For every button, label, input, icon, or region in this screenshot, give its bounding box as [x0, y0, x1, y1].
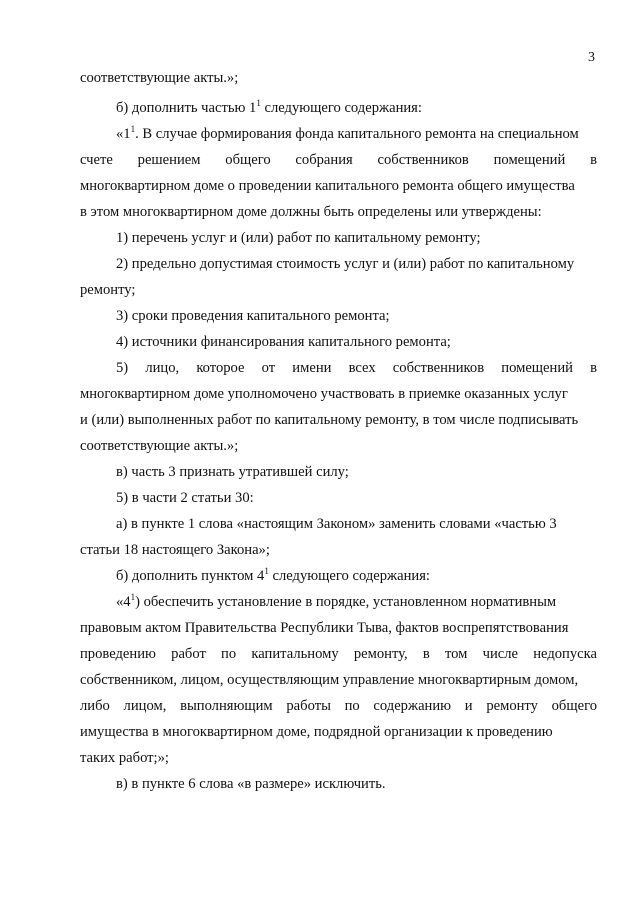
- text-line: «$4^1$) обеспечить установление в порядке, установленном нормативным: [116, 592, 557, 610]
- text-line: 5) в части 2 статьи 30:: [116, 490, 254, 506]
- text-line: либо лицом, выполняющим работы по содержанию и ремонту общего: [80, 698, 597, 714]
- text-line: в) часть 3 признать утратившей силу;: [116, 464, 349, 480]
- text-line: в) в пункте 6 слова «в размере» исключить.: [116, 776, 386, 792]
- superscript: 1: [256, 98, 261, 108]
- text-line: имущества в многоквартирном доме, подрядной организации к проведению: [80, 724, 553, 740]
- text-line: 5) лицо, которое от имени всех собственников помещений в: [116, 360, 597, 376]
- text-line: 1) перечень услуг и (или) работ по капитальному ремонту;: [116, 230, 481, 246]
- text-line: в этом многоквартирном доме должны быть определены или утверждены:: [80, 204, 542, 220]
- text-line: собственником, лицом, осуществляющим управление многоквартирным домом,: [80, 672, 579, 688]
- text-line: проведению работ по капитальному ремонту, в том числе недопуска: [80, 646, 597, 662]
- text-line: статьи 18 настоящего Закона»;: [80, 542, 270, 558]
- text-line: ремонту;: [80, 282, 136, 298]
- text-line: и (или) выполненных работ по капитальному ремонту, в том числе подписывать: [80, 412, 579, 428]
- text-line: правовым актом Правительства Республики Тыва, фактов воспрепятствования: [80, 620, 569, 636]
- text-line: многоквартирном доме о проведении капитального ремонта общего имущества: [80, 178, 575, 194]
- text-line: 2) предельно допустимая стоимость услуг и (или) работ по капитальному: [116, 256, 575, 272]
- text-line: соответствующие акты.»;: [80, 70, 239, 86]
- text-line: многоквартирном доме уполномочено участвовать в приемке оказанных услуг: [80, 386, 568, 402]
- page-number: 3: [588, 50, 595, 65]
- text-line: 3) сроки проведения капитального ремонта;: [116, 308, 390, 324]
- superscript: 1: [264, 566, 269, 576]
- superscript: 1: [130, 592, 136, 602]
- text-line: б) дополнить пунктом $4^1$ следующего содержания:: [116, 566, 430, 584]
- text-line: 4) источники финансирования капитального ремонта;: [116, 334, 451, 350]
- text-line: счете решением общего собрания собственников помещений в: [80, 152, 597, 168]
- superscript: 1: [130, 124, 136, 134]
- text-line: соответствующие акты.»;: [80, 438, 239, 454]
- text-line: а) в пункте 1 слова «настоящим Законом» заменить словами «частью 3: [116, 516, 557, 532]
- text-line: «$1^1$. В случае формирования фонда капитального ремонта на специальном: [116, 124, 579, 142]
- text-line: таких работ;»;: [80, 750, 169, 766]
- text-line: б) дополнить частью $1^1$ следующего содержания:: [116, 98, 422, 116]
